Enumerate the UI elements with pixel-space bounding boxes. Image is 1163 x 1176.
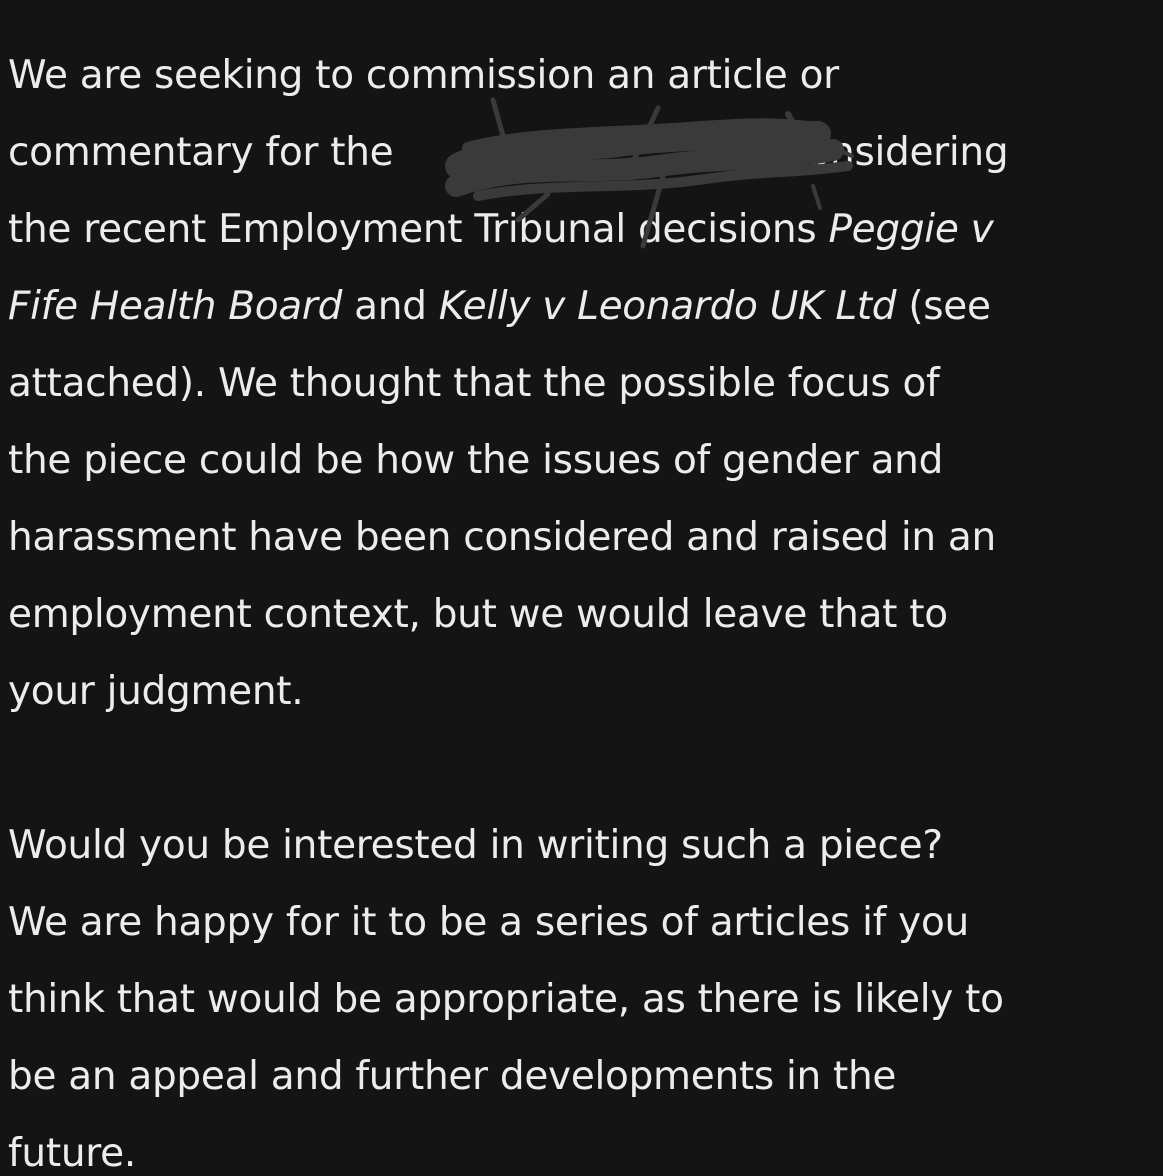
line-text: (see <box>908 284 991 329</box>
line-text: attached). We thought that the possible focus of <box>8 361 940 406</box>
line-text: We are seeking to commission an article or <box>8 53 839 98</box>
paragraph-2-line-1 <box>8 823 943 868</box>
paragraph-2-line-3 <box>8 977 1004 1022</box>
paragraph-1-line-8 <box>8 592 948 637</box>
paragraph-2-line-2 <box>8 900 969 945</box>
line-text: be an appeal and further developments in the <box>8 1054 897 1099</box>
line-text: your judgment. <box>8 669 304 714</box>
line-text: think that would be appropriate, as there is likely to <box>8 977 1004 1022</box>
line-text: considering <box>785 130 1009 175</box>
line-text: future. <box>8 1131 136 1176</box>
paragraph-1-line-2 <box>8 130 1009 175</box>
paragraph-1-line-1 <box>8 53 839 98</box>
line-text: harassment have been considered and raised in an <box>8 515 996 560</box>
paragraph-1-line-7 <box>8 515 996 560</box>
line-text: employment context, but we would leave that to <box>8 592 948 637</box>
line-text: and <box>354 284 427 329</box>
line-text: the recent Employment Tribunal decisions <box>8 207 817 252</box>
line-text: the piece could be how the issues of gender and <box>8 438 944 483</box>
paragraph-2-line-5 <box>8 1131 136 1176</box>
case-name: Kelly v Leonardo UK Ltd <box>438 284 897 329</box>
line-text: We are happy for it to be a series of articles if you <box>8 900 969 945</box>
paragraph-1-line-6 <box>8 438 944 483</box>
line-text: commentary for the <box>8 130 394 175</box>
paragraph-1-line-9 <box>8 669 304 714</box>
paragraph-1-line-4 <box>8 284 991 329</box>
paragraph-1-line-3 <box>8 207 994 252</box>
case-name: Fife Health Board <box>8 284 343 329</box>
paragraph-2-line-4 <box>8 1054 897 1099</box>
line-text: Would you be interested in writing such a piece? <box>8 823 943 868</box>
paragraph-1-line-5 <box>8 361 940 406</box>
case-name: Peggie v <box>828 207 994 252</box>
